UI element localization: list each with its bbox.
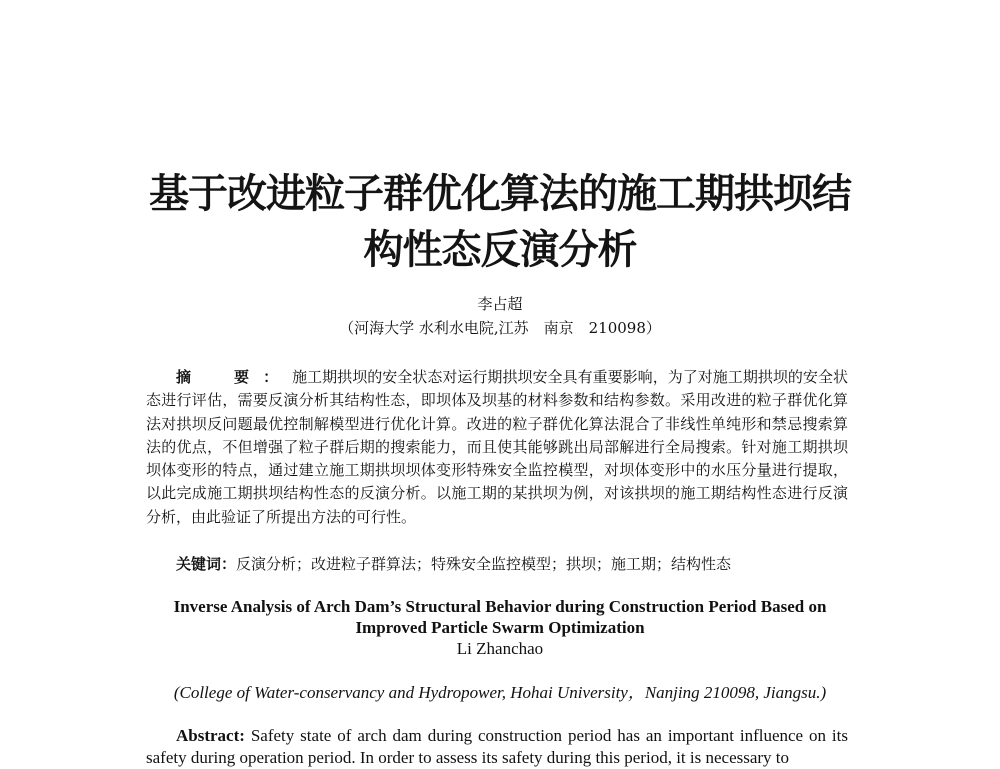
english-affiliation: (College of Water-conservancy and Hydropower, Hohai University，Nanjing 210098, Jiangsu.)	[173, 683, 827, 702]
chinese-affiliation: （河海大学 水利水电院,江苏 南京 210098）	[339, 319, 661, 337]
chinese-author: 李占超	[477, 295, 523, 313]
english-abstract-text: Safety state of arch dam during construction period has an important influence on its safety during operation period. In order to assess its safety during this period, it is necessary to	[146, 726, 848, 767]
chinese-keywords-label: 关键词：	[176, 555, 237, 573]
chinese-title-line-1: 基于改进粒子群优化算法的施工期拱坝结	[149, 170, 851, 217]
english-author: Li Zhanchao	[456, 639, 544, 658]
chinese-abstract	[146, 366, 848, 529]
english-title-line-2: Improved Particle Swarm Optimization	[355, 618, 645, 637]
english-abstract	[146, 725, 848, 769]
chinese-title-line-2: 构性态反演分析	[363, 226, 637, 273]
chinese-keywords	[176, 554, 856, 574]
english-abstract-label: Abstract:	[176, 726, 245, 745]
chinese-abstract-label: 摘 要：	[176, 368, 293, 386]
english-title-line-1: Inverse Analysis of Arch Dam’s Structural Behavior during Construction Period Based on	[173, 597, 827, 616]
chinese-abstract-text: 施工期拱坝的安全状态对运行期拱坝安全具有重要影响，为了对施工期拱坝的安全状态进行评估，需要反演分析其结构性态，即坝体及坝基的材料参数和结构参数。采用改进的粒子群优化算法对拱坝反问题最优控制解模型进行优化计算。改进的粒子群优化算法混合了非线性单纯形和禁忌搜索算法的优点，不但增强了粒子群后期的搜索能力，而且使其能够跳出局部解进行全局搜索。针对施工期拱坝坝体变形的特点，通过建立施工期拱坝坝体变形特殊安全监控模型，对坝体变形中的水压分量进行提取，以此完成施工期拱坝结构性态的反演分析。以施工期的某拱坝为例，对该拱坝的施工期结构性态进行反演分析，由此验证了所提出方法的可行性。	[146, 368, 848, 526]
chinese-keywords-text: 反演分析；改进粒子群算法；特殊安全监控模型；拱坝；施工期；结构性态	[236, 555, 732, 573]
